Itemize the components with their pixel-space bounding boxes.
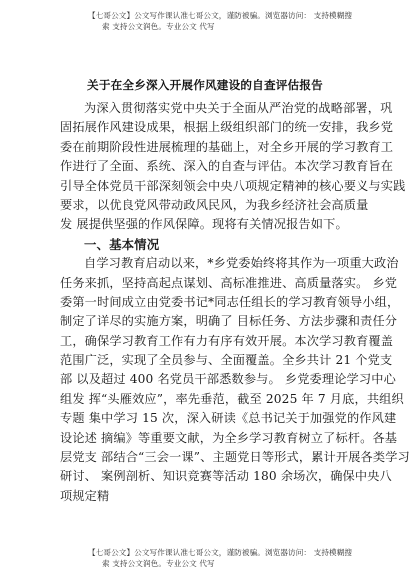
section-line: 任务来抓，坚持高起点谋划、高标准推进、高质量落实。 乡党 bbox=[60, 275, 398, 290]
intro-line: 作进行了全面、系统、深入的自查与评估。本次学习教育旨在 bbox=[60, 159, 394, 174]
banner-line-2: 索 支持公文润色。专业公文 代写 bbox=[102, 559, 215, 568]
banner-line-2: 索 支持公文润色。专业公文 代写 bbox=[102, 22, 215, 31]
section-line: 研讨、 案例剖析、知识竞赛等活动 180 余场次，确保中央八 bbox=[60, 469, 392, 484]
section-line: 制定了详尽的实施方案，明确了 目标任务、方法步骤和责任分 bbox=[60, 314, 398, 329]
section-line: 项规定精 bbox=[60, 488, 110, 503]
footer-watermark-banner bbox=[88, 547, 353, 569]
section-line: 委第一时间成立由党委书记*同志任组长的学习教育领导小组， bbox=[60, 294, 400, 309]
intro-line: 为深入贯彻落实党中央关于全面从严治党的战略部署，巩 bbox=[84, 101, 393, 115]
document-title: 关于在全乡深入开展作风建设的自查评估报告 bbox=[87, 78, 323, 92]
section-heading: 一、基本情况 bbox=[84, 236, 160, 252]
section-line: 设论述 摘编》等重要文献，为全乡学习教育树立了标杆。各基 bbox=[60, 430, 398, 445]
section-line: 自学习教育启动以来，*乡党委始终将其作为一项重大政治 bbox=[84, 256, 399, 271]
intro-line: 委在前期阶段性进展梳理的基础上，对全乡开展的学习教育工 bbox=[60, 139, 394, 154]
intro-line: 要求，以优良党风带动政风民风，为我乡经济社会高质量 bbox=[60, 197, 369, 212]
section-line: 范围广泛，实现了全员参与、全面覆盖。全乡共计 21 个党支 bbox=[60, 353, 393, 368]
intro-line: 固拓展作风建设成果，根据上级组织部门的统一安排，我乡党 bbox=[60, 120, 394, 135]
intro-line: 引导全体党员干部深刻领会中央八项规定精神的核心要义与实践 bbox=[60, 178, 406, 193]
section-line: 组发 挥“头雁效应”，率先垂范，截至 2025 年 7 月底，共组织 bbox=[60, 391, 404, 406]
section-line: 专题 集中学习 15 次，深入研读《总书记关于加强党的作风建 bbox=[60, 411, 397, 426]
banner-line-1: 【七哥公文】公文写作课认准七哥公文，谨防被骗。浏览器访问： 支持模糊搜 bbox=[88, 11, 353, 20]
section-line: 层党支 部结合“三会一课”、主题党日等形式，累计开展各类学习 bbox=[60, 450, 410, 465]
document-body bbox=[60, 99, 410, 506]
banner-line-1: 【七哥公文】公文写作课认准七哥公文，谨防被骗。浏览器访问： 支持模糊搜 bbox=[88, 548, 353, 557]
intro-line: 发 展提供坚强的作风保障。现将有关情况报告如下。 bbox=[60, 217, 348, 232]
header-watermark-banner bbox=[88, 10, 353, 32]
section-line: 部 以及超过 400 名党员干部悉数参与。 乡党委理论学习中心 bbox=[60, 372, 396, 387]
section-line: 工，确保学习教育工作有力有序有效开展。本次学习教育覆盖 bbox=[60, 333, 394, 348]
